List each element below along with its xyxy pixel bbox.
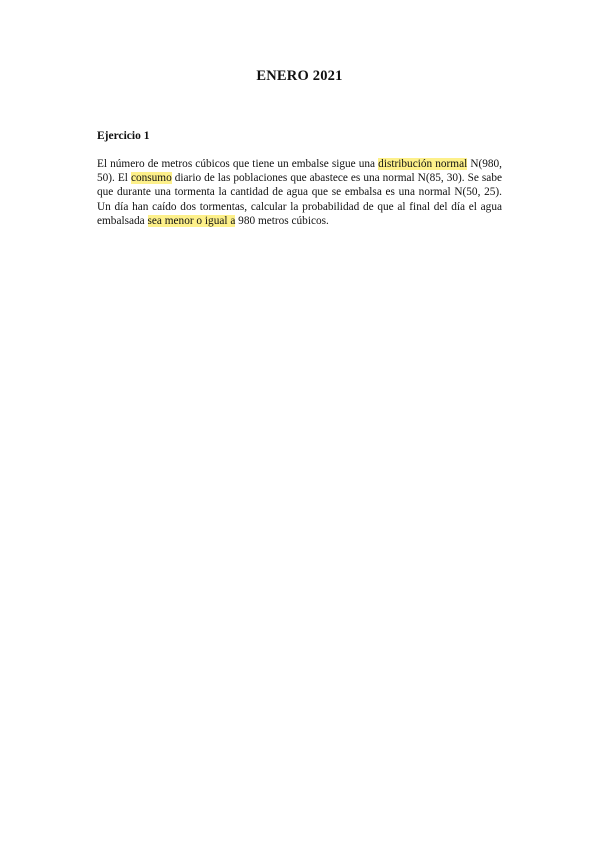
statement-text: El número de metros cúbicos que tiene un embalse sigue una (97, 158, 379, 170)
statement-text: diario de las poblaciones que abastece es una normal N(85, 30). Se sabe que durante una tormenta la cantidad de agua que se embalsa es una normal N(50, 25). Un día han caído dos tormentas, calcular la probabilidad de que al final del día el agua embalsada (97, 172, 502, 227)
statement-text: N(980, 50). El (97, 158, 503, 185)
highlighted-text: distribución normal (378, 158, 468, 170)
statement-text: 980 metros cúbicos. (235, 214, 329, 227)
exercise-heading: Ejercicio 1 (97, 130, 150, 142)
highlighted-text: sea menor o igual a (147, 214, 236, 227)
document-title: ENERO 2021 (256, 68, 343, 84)
highlighted-text: consumo (130, 172, 172, 185)
exercise-statement (97, 157, 502, 228)
